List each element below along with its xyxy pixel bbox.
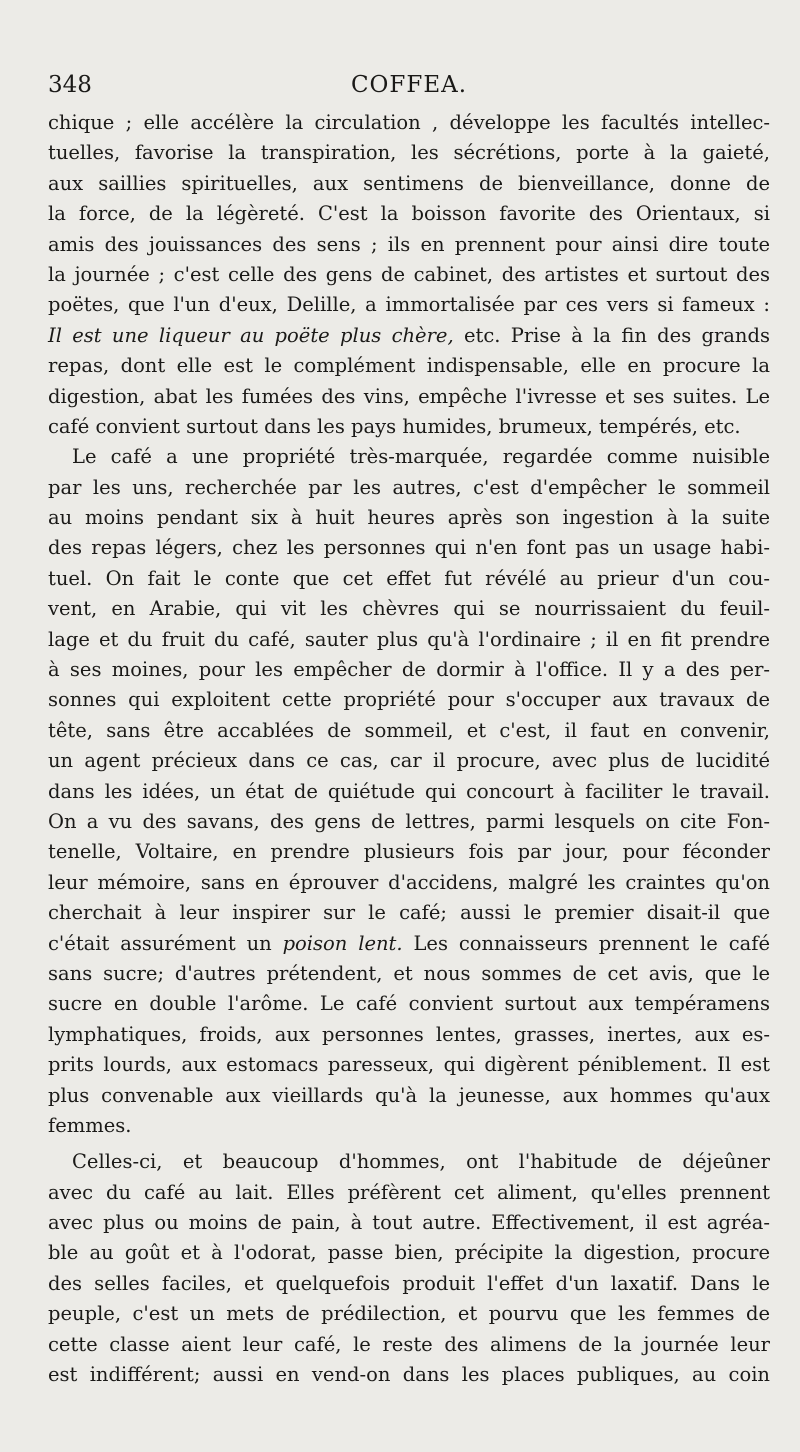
text-line: sucre en double l'arôme. Le café convient surtout aux tempéramens [48,992,770,1016]
text-line-emphasis [48,929,770,959]
text-line: plus convenable aux vieillards qu'à la jeunesse, aux hommes qu'aux [48,1083,770,1107]
text-line: cherchait à leur inspirer sur le café; aussi le premier disait-il que [48,901,770,925]
text-line: Le café a une propriété très-marquée, regardée comme nuisible [72,445,770,469]
emphasized-phrase: poison lent. [282,931,403,955]
text-line: des selles faciles, et quelquefois produit l'effet d'un laxatif. Dans le [48,1271,770,1295]
text-line: au moins pendant six à huit heures après son ingestion à la suite [48,506,770,530]
text-fragment: Les connaisseurs prennent le café [402,931,770,955]
text-line: digestion, abat les fumées des vins, empêche l'ivresse et ses suites. Le [48,384,770,408]
text-line: est indifférent; aussi en vend-on dans les places publiques, au coin [48,1363,770,1387]
text-line: aux saillies spirituelles, aux sentimens de bienveillance, donne de [48,171,770,195]
text-line: repas, dont elle est le complément indispensable, elle en procure la [48,354,770,378]
text-line: tuel. On fait le conte que cet effet fut révélé au prieur d'un cou- [48,566,770,590]
text-line: femmes. [48,1113,132,1137]
running-title: COFFEA. [350,72,468,98]
text-line: ble au goût et à l'odorat, passe bien, précipite la digestion, procure [48,1241,770,1265]
text-line: un agent précieux dans ce cas, car il procure, avec plus de lucidité [48,749,770,773]
text-line: à ses moines, pour les empêcher de dormir à l'office. Il y a des per- [48,658,770,682]
text-line: tête, sans être accablées de sommeil, et c'est, il faut en convenir, [48,718,770,742]
text-line: lymphatiques, froids, aux personnes lentes, grasses, inertes, aux es- [48,1022,770,1046]
page-number: 348 [48,72,92,98]
text-line: tuelles, favorise la transpiration, les sécrétions, porte à la gaieté, [48,141,770,165]
text-line: sonnes qui exploitent cette propriété pour s'occuper aux travaux de [48,688,770,712]
text-line: On a vu des savans, des gens de lettres, parmi lesquels on cite Fon- [48,809,770,833]
text-line: amis des jouissances des sens ; ils en prennent pour ainsi dire toute [48,232,770,256]
text-line: avec du café au lait. Elles préfèrent cet aliment, qu'elles prennent [48,1180,770,1204]
text-line: poëtes, que l'un d'eux, Delille, a immortalisée par ces vers si fameux : [48,293,770,317]
text-fragment: c'était assurément un [48,931,283,955]
text-line: lage et du fruit du café, sauter plus qu'à l'ordinaire ; il en fit prendre [48,627,770,651]
paragraph-1 [48,108,770,442]
text-line: vent, en Arabie, qui vit les chèvres qui se nourrissaient du feuil- [48,597,770,621]
text-line: cette classe aient leur café, le reste des alimens de la journée leur [48,1332,770,1356]
text-line: chique ; elle accélère la circulation , développe les facultés intellec- [48,111,770,134]
text-line: sans sucre; d'autres prétendent, et nous sommes de cet avis, que le [48,961,770,985]
text-line: la journée ; c'est celle des gens de cabinet, des artistes et surtout des [48,262,770,286]
text-line: des repas légers, chez les personnes qui n'en font pas un usage habi- [48,536,770,560]
text-line: café convient surtout dans les pays humides, brumeux, tempérés, etc. [48,414,741,438]
text-line: la force, de la légèreté. C'est la boisson favorite des Orientaux, si [48,202,770,226]
text-line: peuple, c'est un mets de prédilection, et pourvu que les femmes de [48,1302,770,1326]
page-header [48,72,770,108]
text-line: par les uns, recherchée par les autres, c'est d'empêcher le sommeil [48,475,770,499]
text-line: Celles-ci, et beaucoup d'hommes, ont l'habitude de déjeûner [72,1150,770,1174]
text-fragment: etc. Prise à la fin des grands [453,323,770,347]
text-line: leur mémoire, sans en éprouver d'accidens, malgré les craintes qu'on [48,870,770,894]
text-line: tenelle, Voltaire, en prendre plusieurs fois par jour, pour féconder [48,840,770,864]
quoted-verse: Il est une liqueur au poëte plus chère, [48,323,454,347]
text-line: avec plus ou moins de pain, à tout autre. Effectivement, il est agréa- [48,1211,770,1235]
text-line: prits lourds, aux estomacs paresseux, qui digèrent péniblement. Il est [48,1053,770,1077]
paragraph-3 [48,1147,770,1390]
text-line: dans les idées, un état de quiétude qui concourt à faciliter le travail. [48,779,770,803]
text-line-quote [48,321,770,351]
paragraph-2 [48,442,770,1141]
